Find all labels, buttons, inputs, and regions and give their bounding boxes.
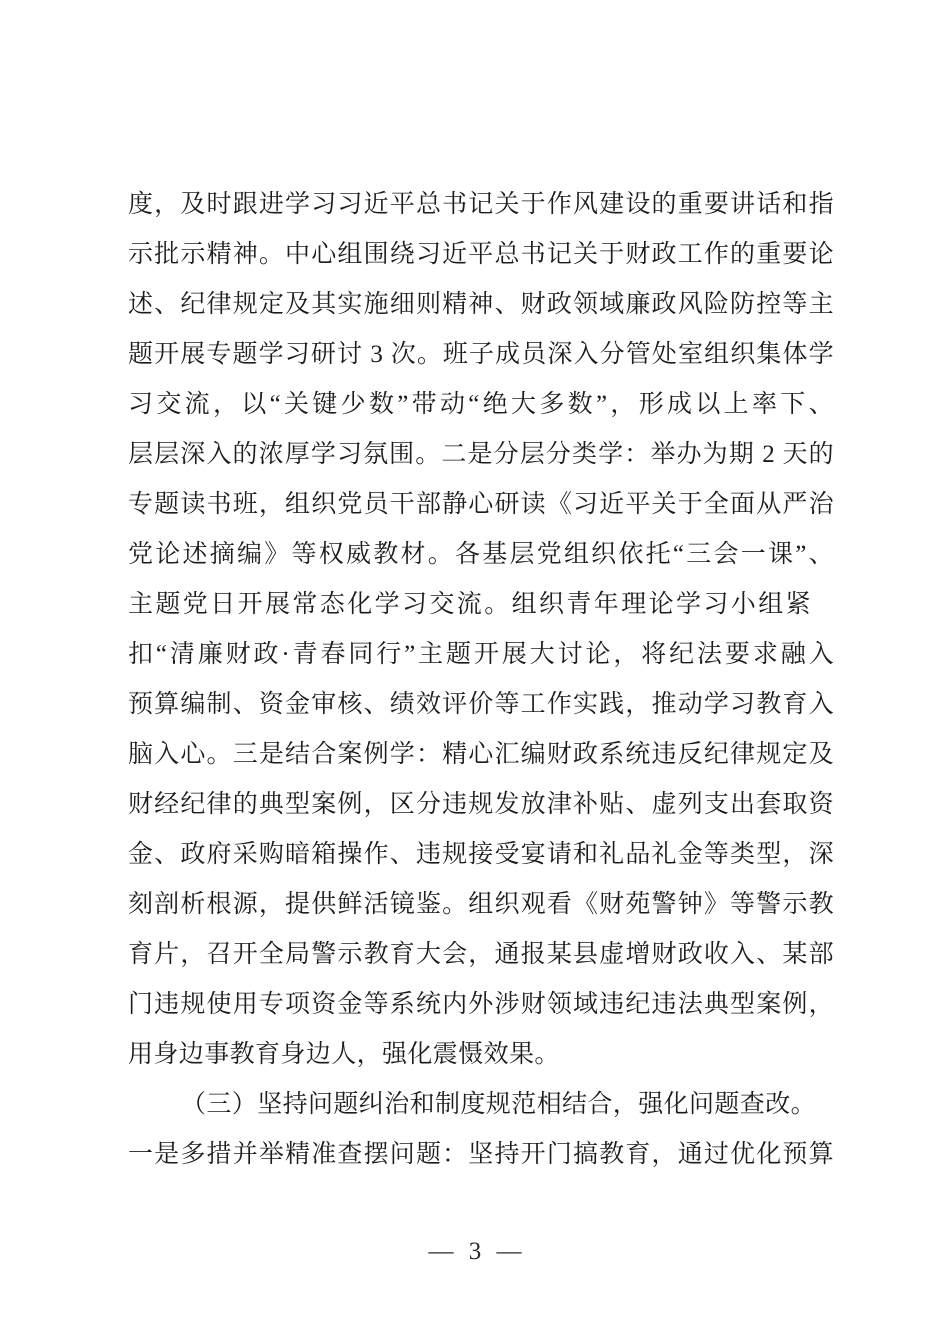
text-line: 度，及时跟进学习习近平总书记关于作风建设的重要讲话和指 (128, 191, 834, 218)
text-line: 层层深入的浓厚学习氛围。二是分层分类学：举办为期 2 天的 (128, 441, 834, 468)
text-line: 题开展专题学习研讨 3 次。班子成员深入分管处室组织集体学 (128, 341, 834, 368)
text-line: 专题读书班，组织党员干部静心研读《习近平关于全面从严治 (128, 491, 834, 518)
text-line: 财经纪律的典型案例，区分违规发放津补贴、虚列支出套取资 (128, 791, 834, 818)
text-line: 用身边事教育身边人，强化震慑效果。 (128, 1041, 560, 1068)
page-number: — 3 — (428, 1238, 522, 1265)
text-line: 主题党日开展常态化学习交流。组织青年理论学习小组紧 (128, 591, 814, 618)
text-line: 金、政府采购暗箱操作、违规接受宴请和礼品礼金等类型，深 (128, 841, 834, 868)
text-line: 习交流，以“关键少数”带动“绝大多数”，形成以上率下、 (128, 391, 834, 418)
text-line: 刻剖析根源，提供鲜活镜鉴。组织观看《财苑警钟》等警示教 (128, 891, 834, 918)
text-line: 预算编制、资金审核、绩效评价等工作实践，推动学习教育入 (128, 691, 834, 718)
text-line: 门违规使用专项资金等系统内外涉财领域违纪违法典型案例， (128, 991, 834, 1018)
text-line: 育片，召开全局警示教育大会，通报某县虚增财政收入、某部 (128, 941, 834, 968)
text-line: （三）坚持问题纠治和制度规范相结合，强化问题查改。 (181, 1091, 817, 1118)
text-line: 述、纪律规定及其实施细则精神、财政领域廉政风险防控等主 (128, 291, 834, 318)
document-body (128, 180, 834, 1180)
text-line: 党论述摘编》等权威教材。各基层党组织依托“三会一课”、 (128, 541, 834, 568)
text-line: 脑入心。三是结合案例学：精心汇编财政系统违反纪律规定及 (128, 741, 834, 768)
text-line: 示批示精神。中心组围绕习近平总书记关于财政工作的重要论 (128, 241, 834, 268)
text-line: 扣“清廉财政·青春同行”主题开展大讨论，将纪法要求融入 (128, 641, 834, 668)
text-line: 一是多措并举精准查摆问题：坚持开门搞教育，通过优化预算 (128, 1141, 834, 1168)
